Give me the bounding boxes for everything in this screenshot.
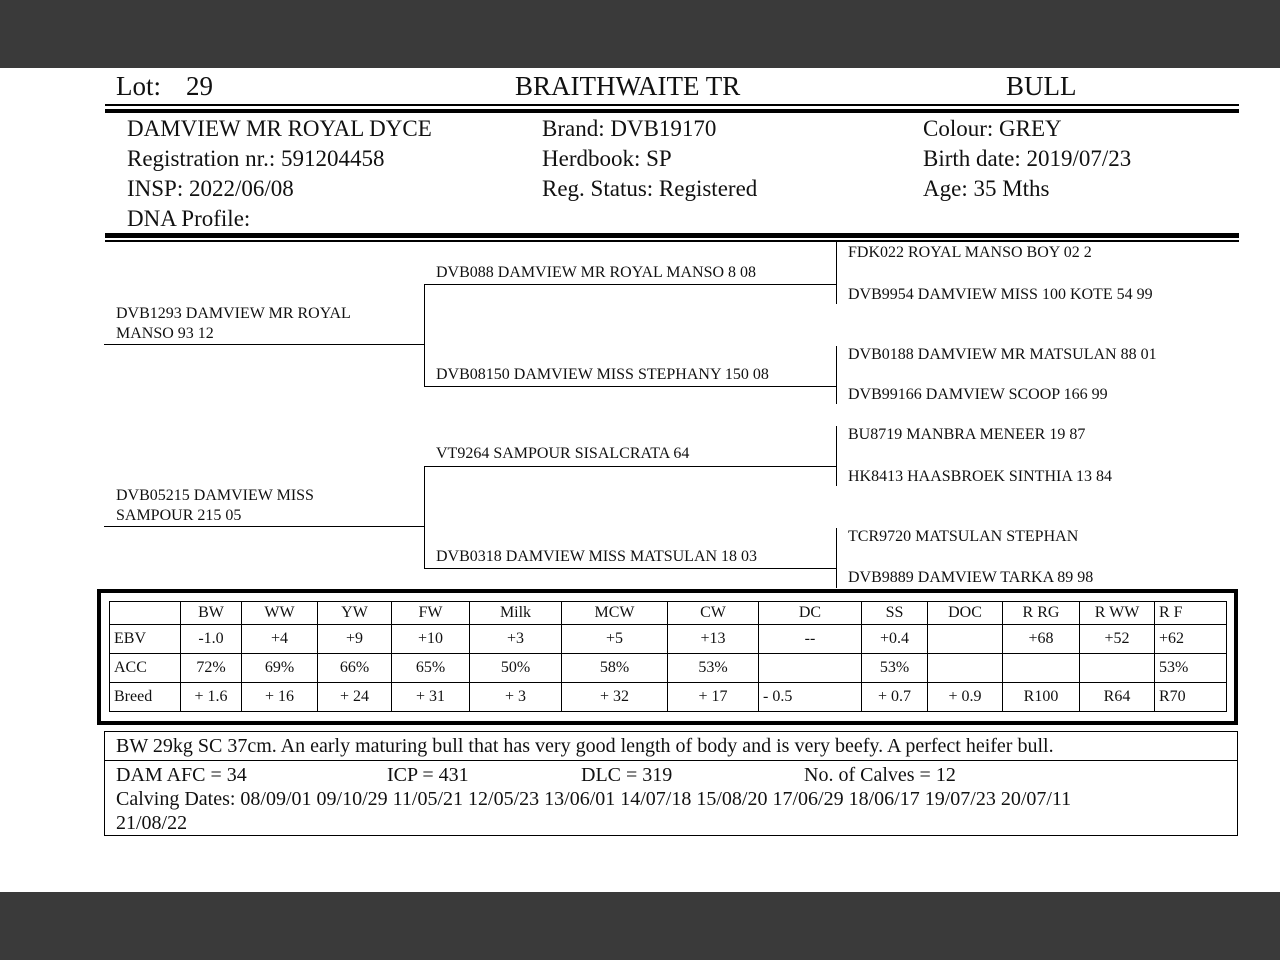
ebv-cell: 65% xyxy=(392,654,470,683)
pedigree-sire-sire: DVB088 DAMVIEW MR ROYAL MANSO 8 08 xyxy=(436,264,757,281)
ebv-header-cell: CW xyxy=(668,602,759,625)
pedigree-connector-dam xyxy=(424,466,425,568)
pedigree-connector-dd xyxy=(836,528,837,588)
pedigree-dam-sire: VT9264 SAMPOUR SISALCRATA 64 xyxy=(436,445,690,462)
ebv-cell: + 17 xyxy=(668,683,759,712)
ebv-cell: + 0.7 xyxy=(862,683,928,712)
header-rule-bottom xyxy=(105,109,1239,113)
ebv-cell: +3 xyxy=(470,625,562,654)
ebv-cell: + 1.6 xyxy=(181,683,242,712)
ebv-row xyxy=(110,654,1227,683)
calving-dates-line2: 21/08/22 xyxy=(116,812,188,834)
ebv-cell: - 0.5 xyxy=(759,683,862,712)
pedigree-sire: DVB1293 DAMVIEW MR ROYAL xyxy=(116,305,351,322)
age: Age: 35 Mths xyxy=(923,176,1050,201)
pedigree-sds: DVB0188 DAMVIEW MR MATSULAN 88 01 xyxy=(848,346,1157,363)
pedigree-sire-line2: MANSO 93 12 xyxy=(116,325,214,342)
herdbook: Herdbook: SP xyxy=(542,146,672,171)
pedigree-connector-sire xyxy=(424,284,425,386)
pedigree-line-dd xyxy=(424,568,836,569)
catalogue-page xyxy=(0,68,1280,892)
animal-comment: BW 29kg SC 37cm. An early maturing bull that has very good length of body and is very beefy. A perfect heifer bull. xyxy=(104,731,1238,761)
ebv-header-cell xyxy=(110,602,181,625)
ebv-cell xyxy=(928,654,1003,683)
pedigree-dam: DVB05215 DAMVIEW MISS xyxy=(116,487,314,504)
pedigree-sdd: DVB99166 DAMVIEW SCOOP 166 99 xyxy=(848,386,1108,403)
ebv-header-cell: SS xyxy=(862,602,928,625)
ebv-cell: +62 xyxy=(1155,625,1227,654)
ebv-cell xyxy=(1003,654,1080,683)
ebv-cell xyxy=(1080,654,1155,683)
brand: Brand: DVB19170 xyxy=(542,116,717,141)
animal-name: DAMVIEW MR ROYAL DYCE xyxy=(127,116,432,141)
ebv-header-row xyxy=(110,602,1227,625)
ebv-cell xyxy=(928,625,1003,654)
pedigree-connector-ds xyxy=(836,426,837,486)
ebv-cell: 53% xyxy=(668,654,759,683)
inspection-date: INSP: 2022/06/08 xyxy=(127,176,294,201)
ebv-cell: 69% xyxy=(242,654,318,683)
birth-date: Birth date: 2019/07/23 xyxy=(923,146,1132,171)
pedigree-line-sire xyxy=(104,344,424,345)
ebv-cell: 53% xyxy=(862,654,928,683)
dam-icp: ICP = 431 xyxy=(387,764,469,786)
animal-info-col3 xyxy=(923,114,1131,204)
ebv-cell: +4 xyxy=(242,625,318,654)
pedigree-line-dam xyxy=(104,526,424,527)
ebv-header-cell: YW xyxy=(318,602,392,625)
dam-info-box xyxy=(104,760,1238,836)
pedigree-sire-dam: DVB08150 DAMVIEW MISS STEPHANY 150 08 xyxy=(436,366,769,383)
ebv-cell: R70 xyxy=(1155,683,1227,712)
ebv-row-label: ACC xyxy=(110,654,181,683)
ebv-header-cell: R WW xyxy=(1080,602,1155,625)
ebv-row-label: Breed xyxy=(110,683,181,712)
dam-calves: No. of Calves = 12 xyxy=(804,764,956,786)
ebv-cell: R100 xyxy=(1003,683,1080,712)
sex-label: BULL xyxy=(1006,71,1077,101)
header-rule-top xyxy=(105,104,1239,106)
ebv-cell: 50% xyxy=(470,654,562,683)
pedigree-dam-dam: DVB0318 DAMVIEW MISS MATSULAN 18 03 xyxy=(436,548,758,565)
ebv-cell: +9 xyxy=(318,625,392,654)
reg-status: Reg. Status: Registered xyxy=(542,176,758,201)
ebv-cell: +10 xyxy=(392,625,470,654)
ebv-cell: + 0.9 xyxy=(928,683,1003,712)
ebv-table xyxy=(109,601,1227,712)
ebv-cell: + 16 xyxy=(242,683,318,712)
ebv-header-cell: FW xyxy=(392,602,470,625)
ebv-cell: +52 xyxy=(1080,625,1155,654)
ebv-cell xyxy=(759,654,862,683)
pedigree-dds: TCR9720 MATSULAN STEPHAN xyxy=(848,528,1079,545)
breeder-name: BRAITHWAITE TR xyxy=(515,71,741,101)
ebv-cell: + 24 xyxy=(318,683,392,712)
colour: Colour: GREY xyxy=(923,116,1062,141)
ebv-cell: +68 xyxy=(1003,625,1080,654)
ebv-cell: + 31 xyxy=(392,683,470,712)
ebv-row xyxy=(110,625,1227,654)
pedigree-dsd: HK8413 HAASBROEK SINTHIA 13 84 xyxy=(848,468,1113,485)
ebv-header-cell: BW xyxy=(181,602,242,625)
ebv-header-cell: DOC xyxy=(928,602,1003,625)
registration-number: Registration nr.: 591204458 xyxy=(127,146,385,171)
ebv-header-cell: R F xyxy=(1155,602,1227,625)
ebv-cell: -1.0 xyxy=(181,625,242,654)
ebv-cell: +0.4 xyxy=(862,625,928,654)
info-rule-top xyxy=(105,233,1239,238)
ebv-cell: + 3 xyxy=(470,683,562,712)
pedigree-line-ds xyxy=(424,466,836,467)
ebv-row xyxy=(110,683,1227,712)
ebv-table-frame xyxy=(97,589,1238,725)
pedigree-connector-sd xyxy=(836,346,837,404)
dam-afc: DAM AFC = 34 xyxy=(116,764,247,786)
ebv-header-cell: WW xyxy=(242,602,318,625)
pedigree-ddd: DVB9889 DAMVIEW TARKA 89 98 xyxy=(848,569,1094,586)
pedigree-sss: FDK022 ROYAL MANSO BOY 02 2 xyxy=(848,244,1092,261)
pedigree-connector-ss xyxy=(836,242,837,304)
ebv-cell: -- xyxy=(759,625,862,654)
ebv-cell: 72% xyxy=(181,654,242,683)
lot-number: 29 xyxy=(186,71,213,101)
dam-dlc: DLC = 319 xyxy=(581,764,673,786)
ebv-row-label: EBV xyxy=(110,625,181,654)
ebv-header-cell: DC xyxy=(759,602,862,625)
ebv-header-cell: Milk xyxy=(470,602,562,625)
ebv-cell: +5 xyxy=(562,625,668,654)
dna-profile: DNA Profile: xyxy=(127,206,251,231)
pedigree-dss: BU8719 MANBRA MENEER 19 87 xyxy=(848,426,1086,443)
calving-dates: Calving Dates: 08/09/01 09/10/29 11/05/21 12/05/23 13/06/01 14/07/18 15/08/20 17/06/29 18/06/17 19/07/23 20/07/11 xyxy=(116,788,1072,810)
lot-label: Lot: xyxy=(116,71,161,101)
ebv-cell: 53% xyxy=(1155,654,1227,683)
info-rule-bottom xyxy=(105,240,1239,242)
ebv-cell: 66% xyxy=(318,654,392,683)
ebv-header-cell: R RG xyxy=(1003,602,1080,625)
ebv-cell: + 32 xyxy=(562,683,668,712)
animal-info-col2 xyxy=(542,114,757,204)
pedigree-ssd: DVB9954 DAMVIEW MISS 100 KOTE 54 99 xyxy=(848,286,1153,303)
pedigree-dam-line2: SAMPOUR 215 05 xyxy=(116,507,242,524)
animal-info-col1 xyxy=(127,114,432,234)
ebv-cell: 58% xyxy=(562,654,668,683)
ebv-cell: R64 xyxy=(1080,683,1155,712)
ebv-header-cell: MCW xyxy=(562,602,668,625)
pedigree-line-ss xyxy=(424,284,836,285)
ebv-cell: +13 xyxy=(668,625,759,654)
pedigree-line-sd xyxy=(424,386,836,387)
